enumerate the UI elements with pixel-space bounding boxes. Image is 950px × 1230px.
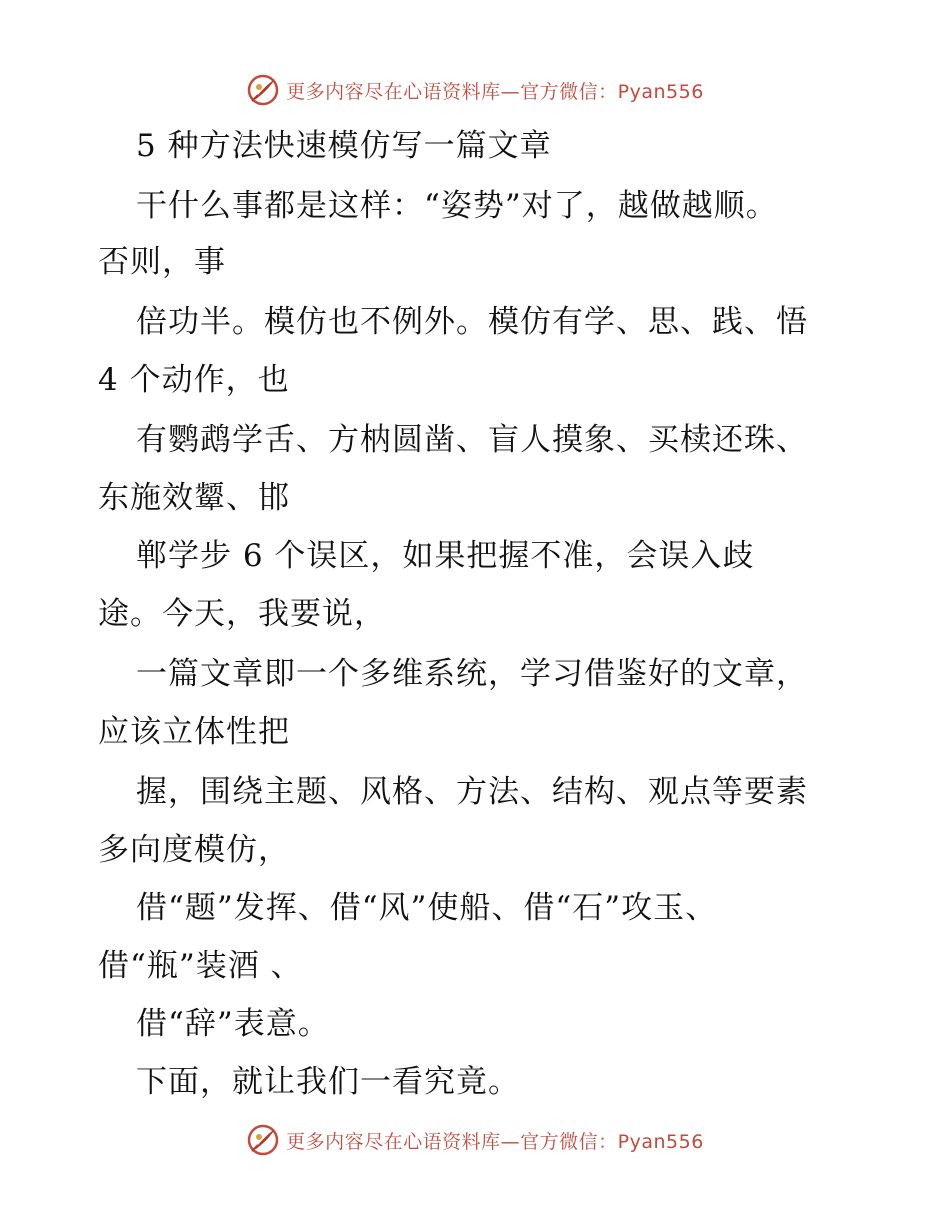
paragraph-line: 否则，事 bbox=[98, 244, 226, 280]
header-banner-text: 更多内容尽在心语资料库—官方微信：Pyan556 bbox=[286, 80, 704, 103]
feather-logo-icon bbox=[246, 1123, 280, 1157]
paragraph-line: 4 个动作，也 bbox=[98, 362, 290, 398]
footer-banner-text: 更多内容尽在心语资料库—官方微信：Pyan556 bbox=[286, 1130, 704, 1153]
footer-banner bbox=[0, 1120, 950, 1160]
paragraph-line: 途。今天，我要说， bbox=[98, 596, 386, 632]
paragraph-line: 干什么事都是这样：“姿势”对了，越做越顺。 bbox=[136, 188, 778, 224]
paragraph-line: 握，围绕主题、风格、方法、结构、观点等要素 bbox=[136, 774, 808, 810]
paragraph-line: 多向度模仿， bbox=[98, 832, 290, 868]
paragraph-line: 有鹦鹉学舌、方枘圆凿、盲人摸象、买椟还珠、 bbox=[136, 422, 808, 458]
paragraph-line: 借“瓶”装酒 、 bbox=[98, 948, 303, 984]
paragraph-line: 郸学步 6 个误区，如果把握不准，会误入歧 bbox=[136, 538, 755, 574]
feather-logo-icon bbox=[246, 73, 280, 107]
paragraph-line: 倍功半。模仿也不例外。模仿有学、思、践、悟 bbox=[136, 304, 808, 340]
paragraph-line: 下面，就让我们一看究竟。 bbox=[136, 1064, 520, 1100]
paragraph-line: 借“题”发挥、借“风”使船、借“石”攻玉、 bbox=[136, 890, 718, 926]
document-title: 5 种方法快速模仿写一篇文章 bbox=[136, 128, 552, 164]
paragraph-line: 应该立体性把 bbox=[98, 714, 290, 750]
paragraph-line: 一篇文章即一个多维系统，学习借鉴好的文章， bbox=[136, 656, 808, 692]
paragraph-line: 东施效颦、邯 bbox=[98, 480, 290, 516]
paragraph-line: 借“辞”表意。 bbox=[136, 1006, 330, 1042]
header-banner bbox=[0, 70, 950, 110]
